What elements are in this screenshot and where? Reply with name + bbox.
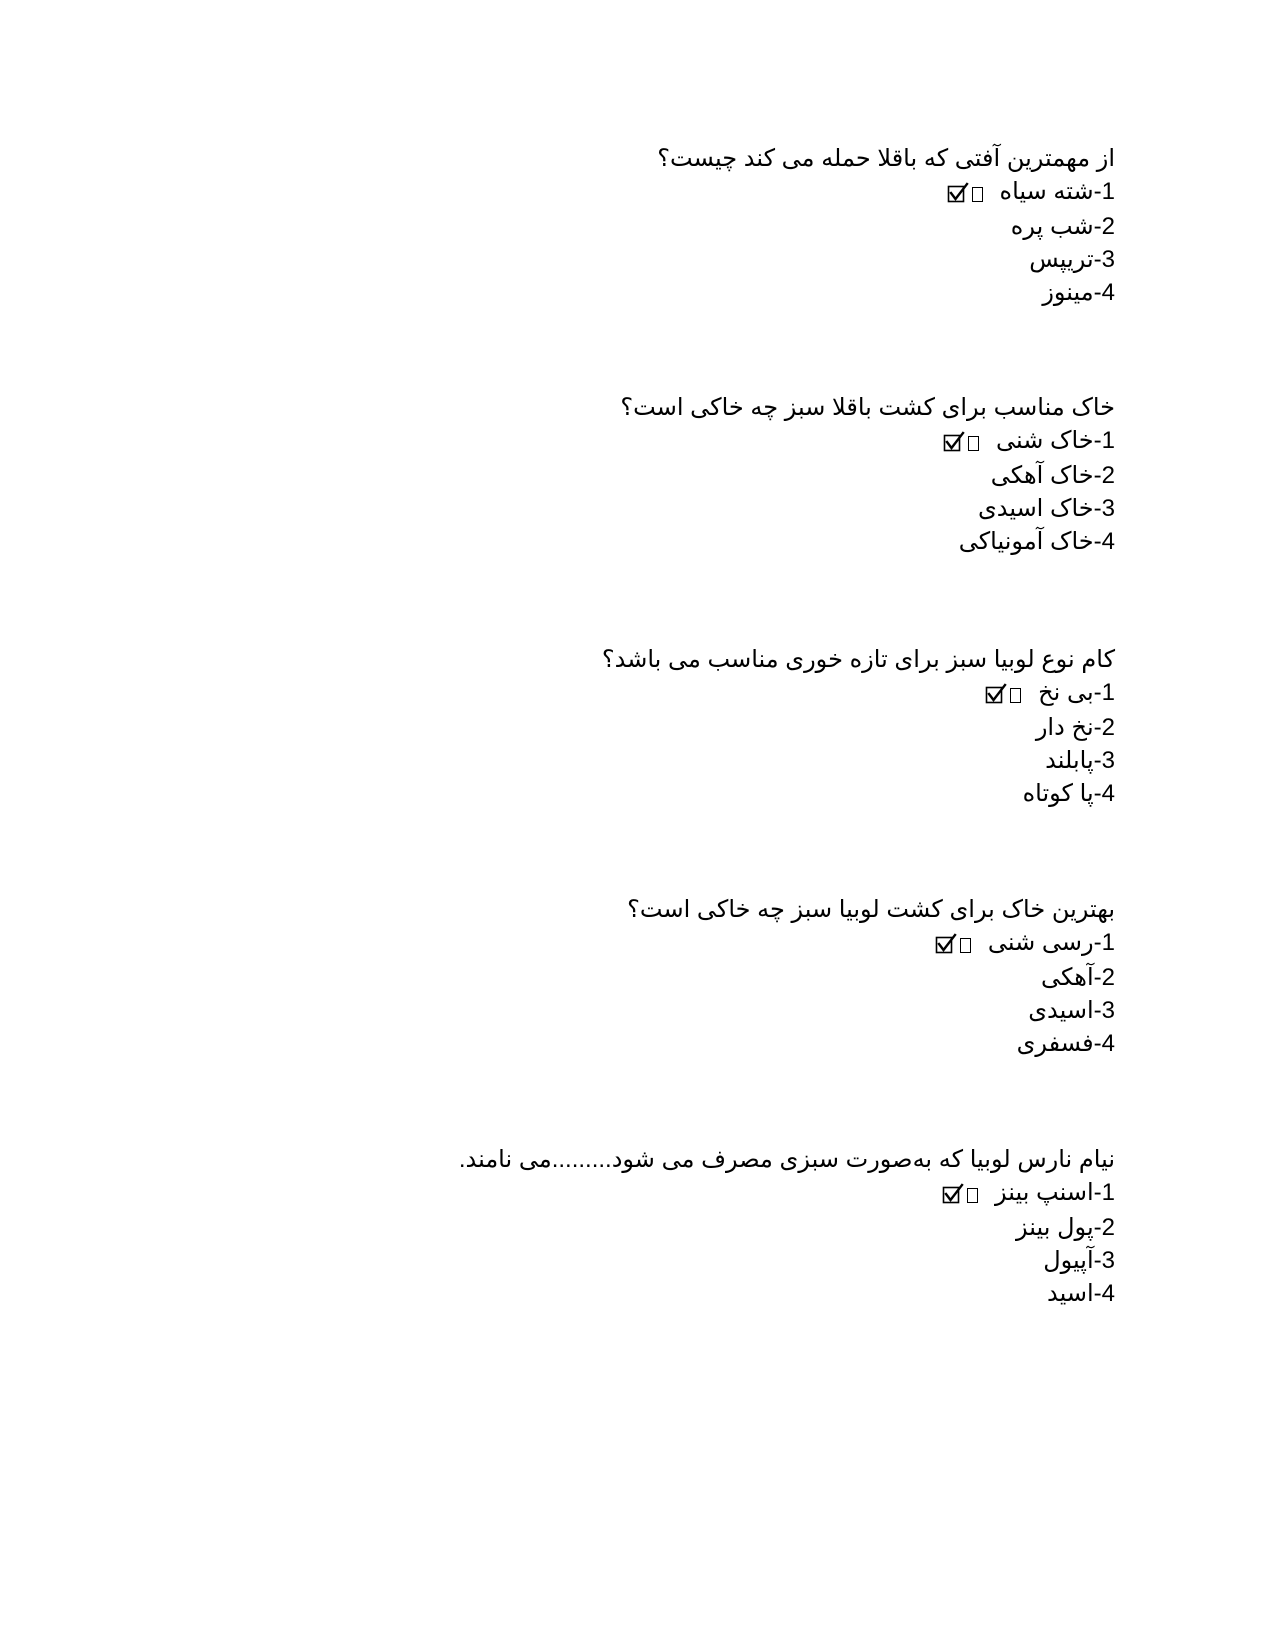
option-label: خاک آمونیاکی bbox=[958, 528, 1094, 555]
option-label: مینوز bbox=[1042, 279, 1094, 306]
checked-box-icon bbox=[942, 1183, 964, 1205]
option-label: اسیدی bbox=[1028, 997, 1094, 1024]
checked-box-icon bbox=[985, 683, 1007, 705]
answer-marks bbox=[943, 426, 979, 459]
option-number: 3 bbox=[1101, 997, 1115, 1024]
question-text: نیام نارس لوبیا که به‌صورت سبزی مصرف می شود.........می نامند. bbox=[458, 1146, 1115, 1173]
option-2: 2-خاک آهکی bbox=[990, 462, 1115, 489]
question-3 bbox=[415, 643, 1115, 810]
option-number: 1 bbox=[1101, 1179, 1115, 1206]
question-4 bbox=[415, 893, 1115, 1060]
checked-box-icon bbox=[947, 182, 969, 204]
option-3: 3-پابلند bbox=[1045, 747, 1115, 774]
option-label: اسنپ بینز bbox=[994, 1179, 1094, 1206]
question-text: کام نوع لوبیا سبز برای تازه خوری مناسب می باشد؟ bbox=[601, 646, 1115, 673]
option-number: 3 bbox=[1101, 747, 1115, 774]
option-number: 2 bbox=[1101, 213, 1115, 240]
option-label: شته سیاه bbox=[999, 178, 1094, 205]
option-3: 3-آپیول bbox=[1043, 1247, 1115, 1274]
option-label: نخ دار bbox=[1035, 714, 1094, 741]
option-4: 4-اسید bbox=[1047, 1280, 1115, 1307]
option-label: اسید bbox=[1047, 1280, 1094, 1307]
question-1 bbox=[415, 142, 1115, 309]
option-1: 1-شته سیاه bbox=[415, 175, 1115, 210]
option-number: 4 bbox=[1101, 528, 1115, 555]
option-2: 2-شب پره bbox=[1010, 213, 1115, 240]
question-text: از مهمترین آفتی که باقلا حمله می کند چیست؟ bbox=[657, 145, 1115, 172]
option-1: 1-خاک شنی bbox=[415, 424, 1115, 459]
option-label: شب پره bbox=[1010, 213, 1094, 240]
option-2: 2-آهکی bbox=[1041, 964, 1115, 991]
option-3: 3-اسیدی bbox=[1028, 997, 1115, 1024]
empty-box-icon bbox=[967, 1188, 978, 1203]
option-label: فسفری bbox=[1016, 1030, 1094, 1057]
question-5 bbox=[415, 1143, 1115, 1310]
option-label: خاک شنی bbox=[995, 427, 1094, 454]
option-label: آپیول bbox=[1043, 1247, 1094, 1274]
option-number: 2 bbox=[1101, 1214, 1115, 1241]
option-2: 2-پول بینز bbox=[1016, 1214, 1115, 1241]
empty-box-icon bbox=[960, 938, 971, 953]
option-4: 4-مینوز bbox=[1042, 279, 1115, 306]
empty-box-icon bbox=[1010, 688, 1021, 703]
option-1: 1-اسنپ بینز bbox=[415, 1176, 1115, 1211]
option-number: 1 bbox=[1101, 178, 1115, 205]
option-1: 1-رسی شنی bbox=[415, 926, 1115, 961]
option-label: تریپس bbox=[1029, 246, 1094, 273]
empty-box-icon bbox=[968, 436, 979, 451]
option-number: 4 bbox=[1101, 780, 1115, 807]
option-3: 3-خاک اسیدی bbox=[977, 495, 1115, 522]
checked-box-icon bbox=[935, 933, 957, 955]
option-number: 2 bbox=[1101, 462, 1115, 489]
option-number: 4 bbox=[1101, 1280, 1115, 1307]
question-2 bbox=[415, 391, 1115, 558]
checked-box-icon bbox=[943, 431, 965, 453]
option-number: 3 bbox=[1101, 495, 1115, 522]
option-number: 2 bbox=[1101, 714, 1115, 741]
option-1: 1-بی نخ bbox=[415, 676, 1115, 711]
option-number: 4 bbox=[1101, 279, 1115, 306]
option-number: 3 bbox=[1101, 246, 1115, 273]
answer-marks bbox=[947, 177, 983, 210]
option-label: رسی شنی bbox=[987, 929, 1094, 956]
option-4: 4-پا کوتاه bbox=[1022, 780, 1115, 807]
answer-marks bbox=[942, 1178, 978, 1211]
option-4: 4-خاک آمونیاکی bbox=[958, 528, 1115, 555]
empty-box-icon bbox=[972, 187, 983, 202]
option-label: خاک اسیدی bbox=[977, 495, 1094, 522]
question-text: بهترین خاک برای کشت لوبیا سبز چه خاکی است؟ bbox=[627, 896, 1115, 923]
option-4: 4-فسفری bbox=[1016, 1030, 1115, 1057]
option-label: پا کوتاه bbox=[1022, 780, 1094, 807]
answer-marks bbox=[985, 678, 1021, 711]
option-number: 3 bbox=[1101, 1247, 1115, 1274]
question-text: خاک مناسب برای کشت باقلا سبز چه خاکی است؟ bbox=[620, 394, 1115, 421]
option-number: 1 bbox=[1101, 929, 1115, 956]
option-label: پابلند bbox=[1045, 747, 1094, 774]
option-label: بی نخ bbox=[1038, 679, 1094, 706]
option-2: 2-نخ دار bbox=[1035, 714, 1115, 741]
option-label: آهکی bbox=[1041, 964, 1094, 991]
answer-marks bbox=[935, 928, 971, 961]
option-number: 4 bbox=[1101, 1030, 1115, 1057]
option-3: 3-تریپس bbox=[1029, 246, 1115, 273]
option-number: 2 bbox=[1101, 964, 1115, 991]
option-number: 1 bbox=[1101, 427, 1115, 454]
option-label: پول بینز bbox=[1016, 1214, 1094, 1241]
option-label: خاک آهکی bbox=[990, 462, 1094, 489]
option-number: 1 bbox=[1101, 679, 1115, 706]
